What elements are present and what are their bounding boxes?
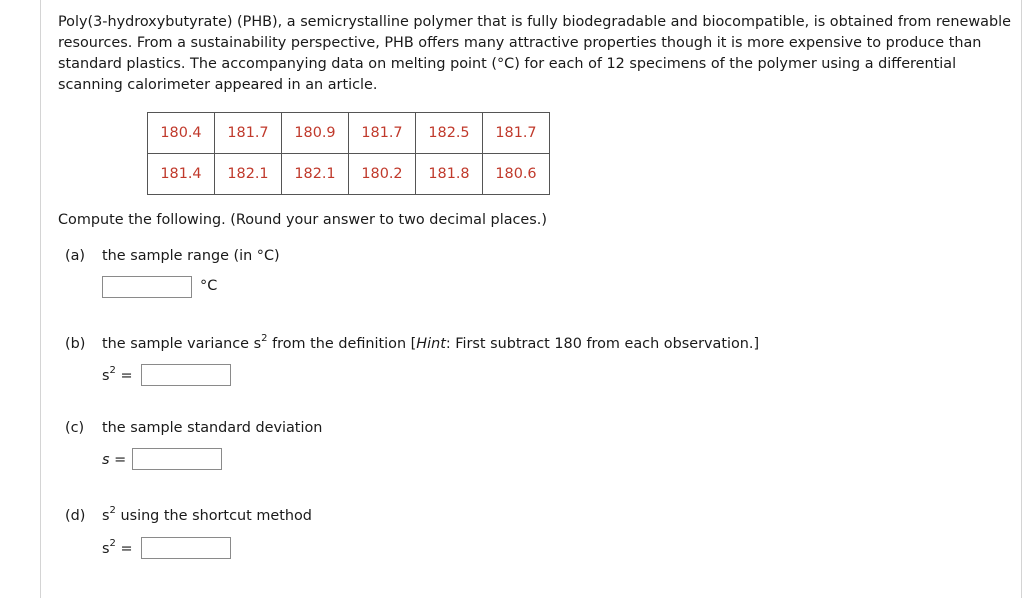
part-d-text-sup: 2	[109, 505, 116, 516]
part-d-text	[102, 505, 312, 524]
table-cell: 182.5	[416, 113, 483, 154]
table-cell: 181.4	[148, 154, 215, 195]
range-answer-input[interactable]	[102, 276, 192, 298]
part-a-label: (a)	[65, 248, 86, 264]
part-c-text: the sample standard deviation	[102, 420, 323, 436]
part-d-text-before: s	[102, 508, 110, 524]
table-row	[148, 154, 550, 195]
part-b-text-sup: 2	[261, 333, 268, 344]
shortcut-variance-symbol-s: s	[102, 541, 110, 557]
variance-symbol	[102, 365, 133, 384]
shortcut-variance-symbol	[102, 538, 133, 557]
table-cell: 181.7	[349, 113, 416, 154]
shortcut-variance-symbol-sup: 2	[109, 538, 116, 549]
melting-point-table	[147, 112, 550, 195]
part-b-label: (b)	[65, 336, 86, 352]
table-row	[148, 113, 550, 154]
table-cell: 180.4	[148, 113, 215, 154]
table-cell: 180.2	[349, 154, 416, 195]
part-b-text	[102, 333, 760, 352]
table-cell: 182.1	[282, 154, 349, 195]
table-cell: 182.1	[215, 154, 282, 195]
part-d-label: (d)	[65, 508, 86, 524]
compute-instruction: Compute the following. (Round your answer to two decimal places.)	[58, 212, 547, 228]
range-unit: °C	[200, 278, 218, 294]
part-b-text-before: the sample variance s	[102, 336, 262, 352]
std-dev-equals: =	[114, 452, 127, 468]
table-cell: 181.7	[215, 113, 282, 154]
variance-definition-input[interactable]	[141, 364, 231, 386]
variance-shortcut-input[interactable]	[141, 537, 231, 559]
part-a-text: the sample range (in °C)	[102, 248, 280, 264]
table-cell: 181.7	[483, 113, 550, 154]
std-dev-symbol	[102, 452, 126, 468]
variance-symbol-s: s	[102, 368, 110, 384]
hint-text: : First subtract 180 from each observation.]	[445, 336, 760, 352]
variance-equals: =	[120, 368, 133, 384]
std-dev-input[interactable]	[132, 448, 222, 470]
shortcut-variance-equals: =	[120, 541, 133, 557]
part-d-text-after: using the shortcut method	[115, 508, 312, 524]
part-b-text-after: from the definition [	[267, 336, 417, 352]
table-cell: 180.9	[282, 113, 349, 154]
part-c-label: (c)	[65, 420, 85, 436]
problem-intro: Poly(3-hydroxybutyrate) (PHB), a semicrystalline polymer that is fully biodegradable and biocompatible, is obtained from renewable resources. From a sustainability perspective, PHB offers many attractive properties though it is more expensive to produce than standard plastics. The accompanying data on melting point (°C) for each of 12 specimens of the polymer using a differential scanning calorimeter appeared in an article.	[58, 14, 1011, 93]
std-dev-symbol-s: s	[102, 452, 110, 468]
table-cell: 181.8	[416, 154, 483, 195]
table-cell: 180.6	[483, 154, 550, 195]
variance-symbol-sup: 2	[109, 365, 116, 376]
hint-label: Hint	[416, 336, 446, 352]
